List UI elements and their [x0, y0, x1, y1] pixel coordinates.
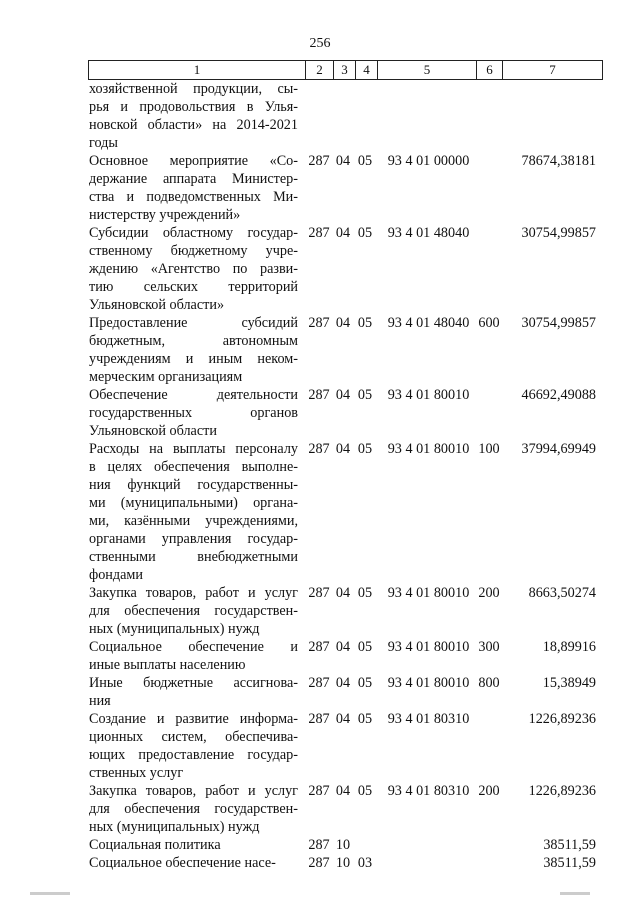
table-row [0, 386, 640, 440]
cell-c4: 05 [357, 441, 373, 457]
cell-c6: 200 [478, 585, 500, 601]
scan-artifact [560, 892, 590, 895]
description-line: государственных органов [89, 405, 298, 421]
header-col-1: 1 [193, 62, 201, 77]
cell-c3: 04 [335, 441, 351, 457]
table-row [0, 80, 640, 152]
cell-c6: 200 [478, 783, 500, 799]
cell-c6 [476, 152, 502, 170]
cell-c7: 1226,89236 [528, 711, 596, 727]
row-description [89, 440, 298, 584]
description-line: ющих предоставление государ- [89, 747, 298, 763]
cell-c5: 93 4 01 80010 [387, 387, 470, 403]
cell-c5: 93 4 01 80310 [387, 783, 470, 799]
cell-c5: 93 4 01 48040 [387, 315, 470, 331]
description-line: годы [89, 135, 118, 151]
table-row [0, 638, 640, 674]
cell-c6 [476, 710, 502, 728]
cell-c6 [476, 836, 502, 854]
description-line: ми (муниципальными) органа- [89, 495, 298, 511]
cell-c3: 04 [335, 711, 351, 727]
cell-c5: 93 4 01 80010 [387, 585, 470, 601]
description-line: в целях обеспечения выполне- [89, 459, 298, 475]
cell-c7: 78674,38181 [521, 153, 596, 169]
cell-c3: 10 [335, 837, 351, 853]
description-line: ственными внебюджетными [89, 549, 298, 565]
cell-c2: 287 [308, 315, 330, 331]
cell-c4: 05 [357, 783, 373, 799]
cell-c7: 30754,99857 [521, 225, 596, 241]
cell-c6 [476, 386, 502, 404]
description-line: Иные бюджетные ассигнова- [89, 675, 298, 691]
cell-c2 [305, 80, 333, 98]
description-line: Ульяновской области» [89, 297, 225, 313]
cell-c6: 300 [478, 639, 500, 655]
cell-c2: 287 [308, 153, 330, 169]
cell-c4 [354, 80, 376, 98]
description-line: держание аппарата Министер- [89, 171, 298, 187]
cell-c4: 05 [357, 585, 373, 601]
description-line: фондами [89, 567, 143, 583]
table-row [0, 710, 640, 782]
cell-c2: 287 [308, 855, 330, 871]
cell-c3: 10 [335, 855, 351, 871]
cell-c7: 8663,50274 [528, 585, 596, 601]
header-col-7: 7 [502, 61, 602, 79]
description-line: Закупка товаров, работ и услуг [89, 585, 298, 601]
cell-c4: 05 [357, 387, 373, 403]
cell-c4: 03 [357, 855, 373, 871]
description-line: Создание и развитие информа- [89, 711, 298, 727]
row-description [89, 224, 298, 314]
cell-c5: 93 4 01 00000 [387, 153, 470, 169]
cell-c7: 46692,49088 [521, 387, 596, 403]
row-description [89, 386, 298, 440]
description-line: Ульяновской области [89, 423, 217, 439]
cell-c2: 287 [308, 837, 330, 853]
row-description [89, 638, 298, 674]
description-line: рья и продовольствия в Улья- [89, 99, 298, 115]
description-line: хозяйственной продукции, сы- [89, 81, 298, 97]
cell-c7: 30754,99857 [521, 315, 596, 331]
description-line: для обеспечения государствен- [89, 801, 298, 817]
cell-c7: 37994,69949 [521, 441, 596, 457]
cell-c5 [381, 80, 476, 98]
description-line: Предоставление субсидий [89, 315, 298, 331]
description-line: Основное мероприятие «Со- [89, 153, 298, 169]
cell-c4: 05 [357, 225, 373, 241]
row-description [89, 854, 298, 872]
cell-c2: 287 [308, 441, 330, 457]
cell-c5: 93 4 01 80010 [387, 441, 470, 457]
cell-c2: 287 [308, 711, 330, 727]
cell-c7: 1226,89236 [528, 783, 596, 799]
cell-c6 [476, 80, 502, 98]
row-description [89, 314, 298, 386]
table-row [0, 152, 640, 224]
description-line: для обеспечения государствен- [89, 603, 298, 619]
cell-c6: 600 [478, 315, 500, 331]
description-line: ственному бюджетному учре- [89, 243, 298, 259]
cell-c4: 05 [357, 315, 373, 331]
header-col-6: 6 [476, 61, 502, 79]
description-line: тию сельских территорий [89, 279, 298, 295]
header-col-3: 3 [333, 61, 355, 79]
cell-c3: 04 [335, 585, 351, 601]
cell-c4: 05 [357, 711, 373, 727]
description-line: учреждениям и иным неком- [89, 351, 298, 367]
cell-c3: 04 [335, 783, 351, 799]
cell-c2: 287 [308, 225, 330, 241]
cell-c3: 04 [335, 387, 351, 403]
table-row [0, 584, 640, 638]
cell-c6: 800 [478, 675, 500, 691]
description-line: ства и подведомственных Ми- [89, 189, 298, 205]
cell-c5: 93 4 01 80310 [387, 711, 470, 727]
row-description [89, 80, 298, 152]
cell-c4: 05 [357, 153, 373, 169]
cell-c2: 287 [308, 675, 330, 691]
description-line: ми, казёнными учреждениями, [89, 513, 298, 529]
header-col-5: 5 [377, 61, 476, 79]
cell-c4 [354, 836, 376, 854]
description-line: мерческим организациям [89, 369, 243, 385]
table-row [0, 224, 640, 314]
header-col-4: 4 [355, 61, 377, 79]
cell-c7: 38511,59 [543, 855, 596, 871]
table-row [0, 440, 640, 584]
cell-c5: 93 4 01 80010 [387, 639, 470, 655]
cell-c7: 15,38949 [542, 675, 596, 691]
row-description [89, 782, 298, 836]
cell-c5: 93 4 01 80010 [387, 675, 470, 691]
cell-c6: 100 [478, 441, 500, 457]
cell-c2: 287 [308, 585, 330, 601]
description-line: Социальная политика [89, 837, 221, 853]
row-description [89, 584, 298, 638]
description-line: органами управления государ- [89, 531, 298, 547]
description-line: Закупка товаров, работ и услуг [89, 783, 298, 799]
cell-c2: 287 [308, 783, 330, 799]
description-line: Социальное обеспечение насе- [89, 855, 276, 871]
description-line: Субсидии областному государ- [89, 225, 298, 241]
description-line: Обеспечение деятельности [89, 387, 298, 403]
cell-c2: 287 [308, 639, 330, 655]
cell-c6 [476, 854, 502, 872]
cell-c3: 04 [335, 675, 351, 691]
description-line: бюджетным, автономным [89, 333, 298, 349]
row-description [89, 152, 298, 224]
description-line: ционных систем, обеспечива- [89, 729, 298, 745]
cell-c3: 04 [335, 639, 351, 655]
row-description [89, 710, 298, 782]
cell-c7 [500, 80, 596, 98]
description-line: нистерству учреждений» [89, 207, 241, 223]
table-row [0, 836, 640, 854]
description-line: ственных услуг [89, 765, 184, 781]
table-row [0, 674, 640, 710]
description-line: ния [89, 693, 111, 709]
cell-c3: 04 [335, 315, 351, 331]
table-body [0, 80, 640, 872]
header-col-2: 2 [305, 61, 333, 79]
description-line: ждению «Агентство по разви- [89, 261, 298, 277]
cell-c3: 04 [335, 225, 351, 241]
scan-artifact [30, 892, 70, 895]
cell-c4: 05 [357, 639, 373, 655]
description-line: иные выплаты населению [89, 657, 246, 673]
cell-c2: 287 [308, 387, 330, 403]
table-row [0, 854, 640, 872]
description-line: ных (муниципальных) нужд [89, 819, 260, 835]
table-header [88, 60, 603, 80]
description-line: Социальное обеспечение и [89, 639, 298, 655]
cell-c7: 18,89916 [542, 639, 596, 655]
table-row [0, 314, 640, 386]
page-number: 256 [309, 36, 331, 51]
table-row [0, 782, 640, 836]
row-description [89, 674, 298, 710]
cell-c5 [381, 836, 476, 854]
row-description [89, 836, 298, 854]
cell-c5: 93 4 01 48040 [387, 225, 470, 241]
cell-c3: 04 [335, 153, 351, 169]
cell-c7: 38511,59 [543, 837, 596, 853]
cell-c5 [381, 854, 476, 872]
description-line: ния функций государственны- [89, 477, 298, 493]
description-line: ных (муниципальных) нужд [89, 621, 260, 637]
description-line: новской области» на 2014-2021 [89, 117, 298, 133]
cell-c4: 05 [357, 675, 373, 691]
description-line: Расходы на выплаты персоналу [89, 441, 298, 457]
cell-c6 [476, 224, 502, 242]
cell-c3 [332, 80, 354, 98]
